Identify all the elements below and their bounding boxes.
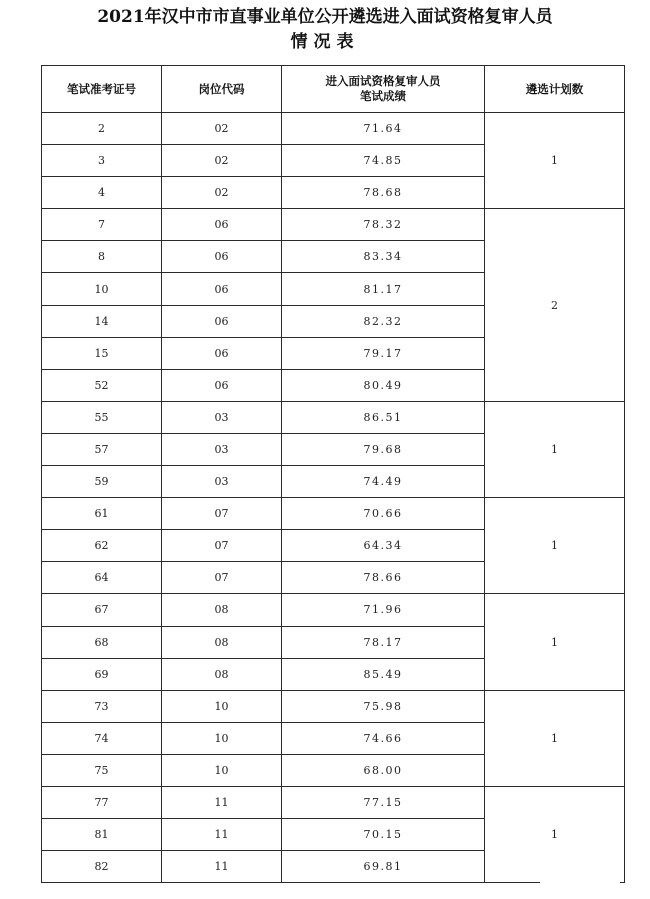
- cell-post-code: 02: [162, 113, 282, 145]
- cell-score: 69.81: [282, 851, 485, 883]
- cell-score: 78.17: [282, 626, 485, 658]
- header-row: [42, 66, 625, 113]
- cell-score: 71.64: [282, 113, 485, 145]
- cell-exam-id: 3: [42, 145, 162, 177]
- cell-score: 86.51: [282, 401, 485, 433]
- cell-exam-id: 69: [42, 658, 162, 690]
- document-subtitle: 情况表: [290, 32, 360, 52]
- header-plan-count: 遴选计划数: [485, 66, 625, 113]
- cell-score: 81.17: [282, 273, 485, 305]
- cell-exam-id: 59: [42, 466, 162, 498]
- cell-plan-count: 1: [485, 498, 625, 594]
- cell-exam-id: 15: [42, 337, 162, 369]
- cell-post-code: 08: [162, 594, 282, 626]
- cell-exam-id: 55: [42, 401, 162, 433]
- cell-score: 74.85: [282, 145, 485, 177]
- cell-exam-id: 62: [42, 530, 162, 562]
- cell-score: 82.32: [282, 305, 485, 337]
- cell-score: 85.49: [282, 658, 485, 690]
- document-title: 2021年汉中市市直事业单位公开遴选进入面试资格复审人员: [97, 7, 553, 27]
- cell-post-code: 08: [162, 658, 282, 690]
- table-row: [42, 209, 625, 241]
- table-header: [42, 66, 625, 113]
- cell-exam-id: 61: [42, 498, 162, 530]
- cell-post-code: 03: [162, 401, 282, 433]
- table-row: [42, 690, 625, 722]
- cell-plan-count: 1: [485, 786, 625, 882]
- header-exam-id: 笔试准考证号: [42, 66, 162, 113]
- header-score-line1: 进入面试资格复审人员: [325, 74, 441, 88]
- cell-score: 79.68: [282, 433, 485, 465]
- cell-post-code: 10: [162, 722, 282, 754]
- cell-exam-id: 74: [42, 722, 162, 754]
- cell-score: 77.15: [282, 786, 485, 818]
- cell-post-code: 11: [162, 786, 282, 818]
- cell-post-code: 11: [162, 819, 282, 851]
- cell-exam-id: 81: [42, 819, 162, 851]
- cell-exam-id: 75: [42, 754, 162, 786]
- cell-score: 74.66: [282, 722, 485, 754]
- cell-post-code: 03: [162, 433, 282, 465]
- cell-exam-id: 4: [42, 177, 162, 209]
- cell-post-code: 06: [162, 241, 282, 273]
- cell-score: 74.49: [282, 466, 485, 498]
- cell-post-code: 11: [162, 851, 282, 883]
- cell-plan-count: 1: [485, 594, 625, 690]
- cell-exam-id: 73: [42, 690, 162, 722]
- table-row: [42, 401, 625, 433]
- cell-post-code: 06: [162, 305, 282, 337]
- cell-exam-id: 52: [42, 369, 162, 401]
- cell-exam-id: 82: [42, 851, 162, 883]
- cell-post-code: 02: [162, 145, 282, 177]
- results-table: [41, 65, 625, 883]
- header-score: [282, 66, 485, 113]
- cell-plan-count: 1: [485, 690, 625, 786]
- cell-post-code: 03: [162, 466, 282, 498]
- cell-score: 78.68: [282, 177, 485, 209]
- cell-post-code: 08: [162, 626, 282, 658]
- cell-score: 78.66: [282, 562, 485, 594]
- cell-exam-id: 68: [42, 626, 162, 658]
- cell-exam-id: 10: [42, 273, 162, 305]
- cell-score: 68.00: [282, 754, 485, 786]
- cell-post-code: 06: [162, 337, 282, 369]
- cell-post-code: 06: [162, 209, 282, 241]
- cell-post-code: 06: [162, 273, 282, 305]
- cell-post-code: 07: [162, 530, 282, 562]
- cell-score: 83.34: [282, 241, 485, 273]
- cell-post-code: 07: [162, 498, 282, 530]
- table-row: [42, 594, 625, 626]
- cell-post-code: 07: [162, 562, 282, 594]
- cell-exam-id: 7: [42, 209, 162, 241]
- header-post-code: 岗位代码: [162, 66, 282, 113]
- cell-exam-id: 14: [42, 305, 162, 337]
- cell-exam-id: 8: [42, 241, 162, 273]
- cell-score: 80.49: [282, 369, 485, 401]
- cell-plan-count: 1: [485, 113, 625, 209]
- cell-score: 64.34: [282, 530, 485, 562]
- cell-exam-id: 57: [42, 433, 162, 465]
- corner-blank: [540, 872, 620, 884]
- cell-post-code: 06: [162, 369, 282, 401]
- cell-plan-count: 2: [485, 209, 625, 402]
- cell-post-code: 10: [162, 754, 282, 786]
- cell-post-code: 02: [162, 177, 282, 209]
- header-score-line2: 笔试成绩: [360, 89, 406, 103]
- cell-exam-id: 67: [42, 594, 162, 626]
- cell-exam-id: 77: [42, 786, 162, 818]
- cell-score: 70.15: [282, 819, 485, 851]
- cell-exam-id: 64: [42, 562, 162, 594]
- cell-score: 71.96: [282, 594, 485, 626]
- cell-score: 75.98: [282, 690, 485, 722]
- cell-score: 79.17: [282, 337, 485, 369]
- cell-score: 70.66: [282, 498, 485, 530]
- cell-score: 78.32: [282, 209, 485, 241]
- table-row: [42, 113, 625, 145]
- table-row: [42, 786, 625, 818]
- cell-exam-id: 2: [42, 113, 162, 145]
- cell-post-code: 10: [162, 690, 282, 722]
- cell-plan-count: 1: [485, 401, 625, 497]
- table-row: [42, 498, 625, 530]
- table-body: [42, 113, 625, 883]
